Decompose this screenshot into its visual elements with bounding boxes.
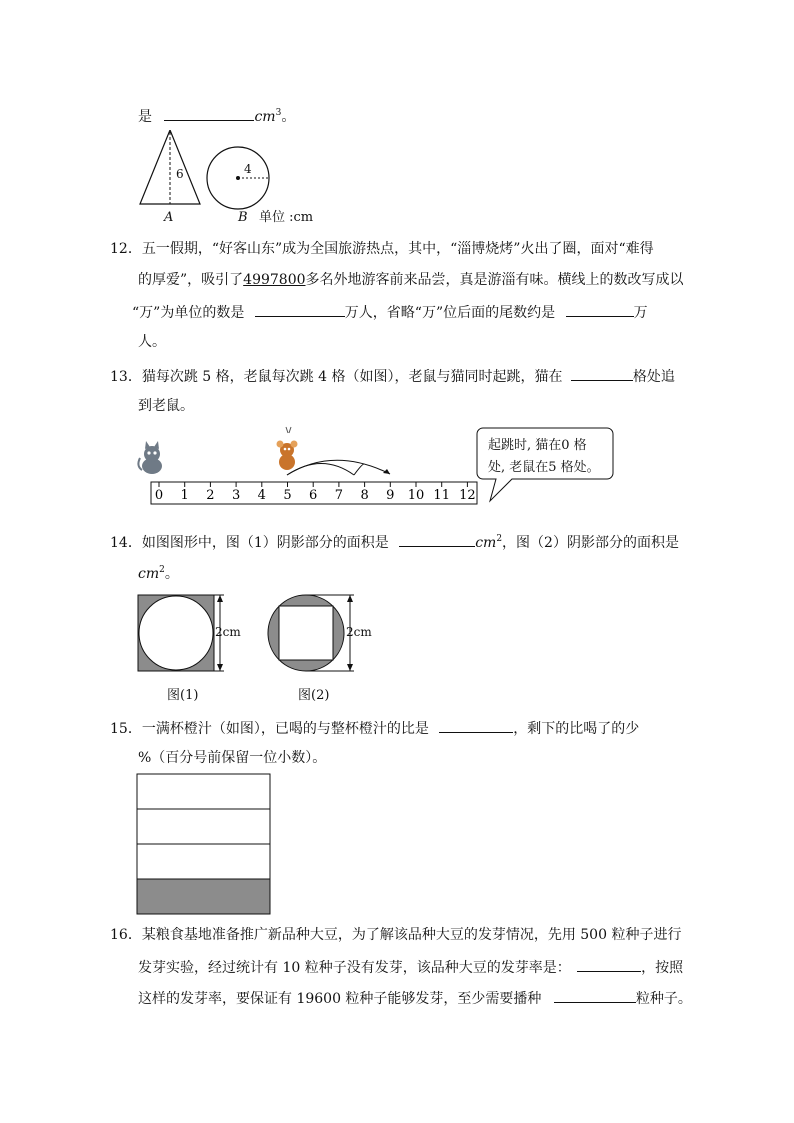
number-line-label: 7 <box>334 488 344 503</box>
q16-text-3b: 粒种子。 <box>635 991 692 1007</box>
callout-line-1: 起跳时, 猫在0 格 <box>488 438 587 453</box>
q16-text-3a: 这样的发芽率，要保证有 19600 粒种子能够发芽，至少需要播种 <box>138 991 542 1007</box>
q16-text-2b: ，按照 <box>641 960 684 976</box>
fig1-dimension: 2cm <box>215 625 241 639</box>
juice-cup-figure <box>136 773 274 917</box>
number-line-label: 11 <box>433 488 450 503</box>
cup-part-juice <box>137 879 270 914</box>
q13-text-1a: 猫每次跳 5 格，老鼠每次跳 4 格（如图），老鼠与猫同时起跳，猫在 <box>141 369 563 385</box>
number-line-label: 5 <box>283 488 292 503</box>
mouse-icon <box>277 427 298 470</box>
q12-number: 12． <box>110 241 142 257</box>
q15-text-2: %（百分号前保留一位小数）。 <box>138 750 327 766</box>
q14-unit: cm <box>475 535 497 551</box>
cup-part-3 <box>137 844 270 879</box>
q12-text-1: 五一假期，“好客山东”成为全国旅游热点，其中，“淄博烧烤”火出了圈，面对“难得 <box>141 241 654 257</box>
q12-line-4 <box>138 333 166 351</box>
q13-number: 13． <box>110 369 142 385</box>
number-line-label: 4 <box>257 488 266 503</box>
number-line-label: 2 <box>206 488 215 503</box>
q14-text-1b: ，图（2）阴影部分的面积是 <box>502 535 679 551</box>
q13-line-2 <box>138 397 194 415</box>
circle-label-b: B <box>238 210 248 225</box>
fig1-circle <box>139 596 213 670</box>
jump-arc-2 <box>354 464 364 475</box>
q13-blank[interactable] <box>571 366 633 381</box>
callout-line-2: 处, 老鼠在5 格处。 <box>488 460 600 475</box>
q12-text-3c: 万 <box>633 305 648 321</box>
fig2-square <box>279 606 333 660</box>
q11-prefix: 是 <box>138 109 152 125</box>
cat-icon <box>138 441 162 474</box>
q15-text-1b: ，剩下的比喝了的少 <box>513 721 640 737</box>
q12-text-2b: 多名外地游客前来品尝，真是游淄有味。横线上的数改写成以 <box>305 272 684 288</box>
q16-text-2a: 发芽实验，经过统计有 10 粒种子没有发芽，该品种大豆的发芽率是： <box>138 960 571 976</box>
q11-answer-line <box>138 104 295 126</box>
q16-text-1: 某粮食基地准备推广新品种大豆，为了解该品种大豆的发芽情况，先用 500 粒种子进行 <box>141 927 682 943</box>
q14-line-2 <box>138 561 179 583</box>
q15-number: 15． <box>110 721 142 737</box>
q12-text-3a: “万”为单位的数是 <box>132 305 245 321</box>
q14-line2-exp: 2 <box>159 565 165 575</box>
q12-line-3 <box>132 302 648 322</box>
q16-number: 16． <box>110 927 142 943</box>
q14-line2-unit: cm <box>138 566 160 582</box>
cup-part-2 <box>137 809 270 844</box>
number-line-label: 12 <box>459 488 476 503</box>
number-line-label: 0 <box>154 488 164 503</box>
number-line-label: 6 <box>309 488 318 503</box>
q13-line-1 <box>110 366 675 386</box>
q16-line-1 <box>110 926 681 944</box>
q12-text-3b: 万人，省略“万”位后面的尾数约是 <box>344 305 556 321</box>
q16-line-3 <box>138 988 692 1008</box>
q14-line2-end: 。 <box>164 566 179 582</box>
q12-line-1 <box>110 240 654 258</box>
q14-number: 14． <box>110 535 142 551</box>
q12-visitor-number: 4997800 <box>243 272 306 288</box>
cone-height-label: 6 <box>176 167 184 181</box>
fig1-caption: 图(1) <box>167 688 199 703</box>
number-line-label: 3 <box>231 488 241 503</box>
q12-line-2 <box>138 271 684 289</box>
fig2-caption: 图(2) <box>298 688 330 703</box>
q14-blank[interactable] <box>399 532 475 547</box>
fig2-dimension: 2cm <box>346 625 372 639</box>
q12-text-4: 人。 <box>138 334 166 350</box>
q16-blank-2[interactable] <box>554 988 636 1003</box>
q11-unit-exp: 3 <box>275 108 282 118</box>
q16-line-2 <box>138 957 683 977</box>
q12-blank-1[interactable] <box>255 302 345 317</box>
q15-blank[interactable] <box>439 718 513 733</box>
q13-text-1b: 格处追 <box>632 369 675 385</box>
q12-blank-2[interactable] <box>566 302 634 317</box>
number-line-label: 1 <box>180 488 189 503</box>
number-line-label: 9 <box>386 488 395 503</box>
q15-text-1a: 一满杯橙汁（如图），已喝的与整杯橙汁的比是 <box>141 721 429 737</box>
cup-part-1 <box>137 774 270 809</box>
cone-label-a: A <box>164 210 174 225</box>
number-line-label: 8 <box>360 488 369 503</box>
q14-text-1a: 如图图形中，图（1）阴影部分的面积是 <box>141 535 389 551</box>
q11-unit: cm <box>254 109 276 125</box>
q16-blank-1[interactable] <box>577 957 641 972</box>
q14-unit-exp: 2 <box>496 534 503 544</box>
jump-arc-3 <box>287 460 390 475</box>
figure-unit-label: 单位 :cm <box>259 210 314 225</box>
q11-end: 。 <box>281 109 296 125</box>
circle-radius-label: 4 <box>244 162 252 176</box>
q11-answer-blank[interactable] <box>164 106 254 121</box>
q14-line-1 <box>110 530 679 552</box>
q15-line-1 <box>110 718 639 738</box>
q13-text-2: 到老鼠。 <box>138 398 194 414</box>
q15-line-2 <box>138 749 326 767</box>
number-line-label: 10 <box>407 488 425 503</box>
q12-text-2a: 的厚爱”，吸引了 <box>138 272 244 288</box>
